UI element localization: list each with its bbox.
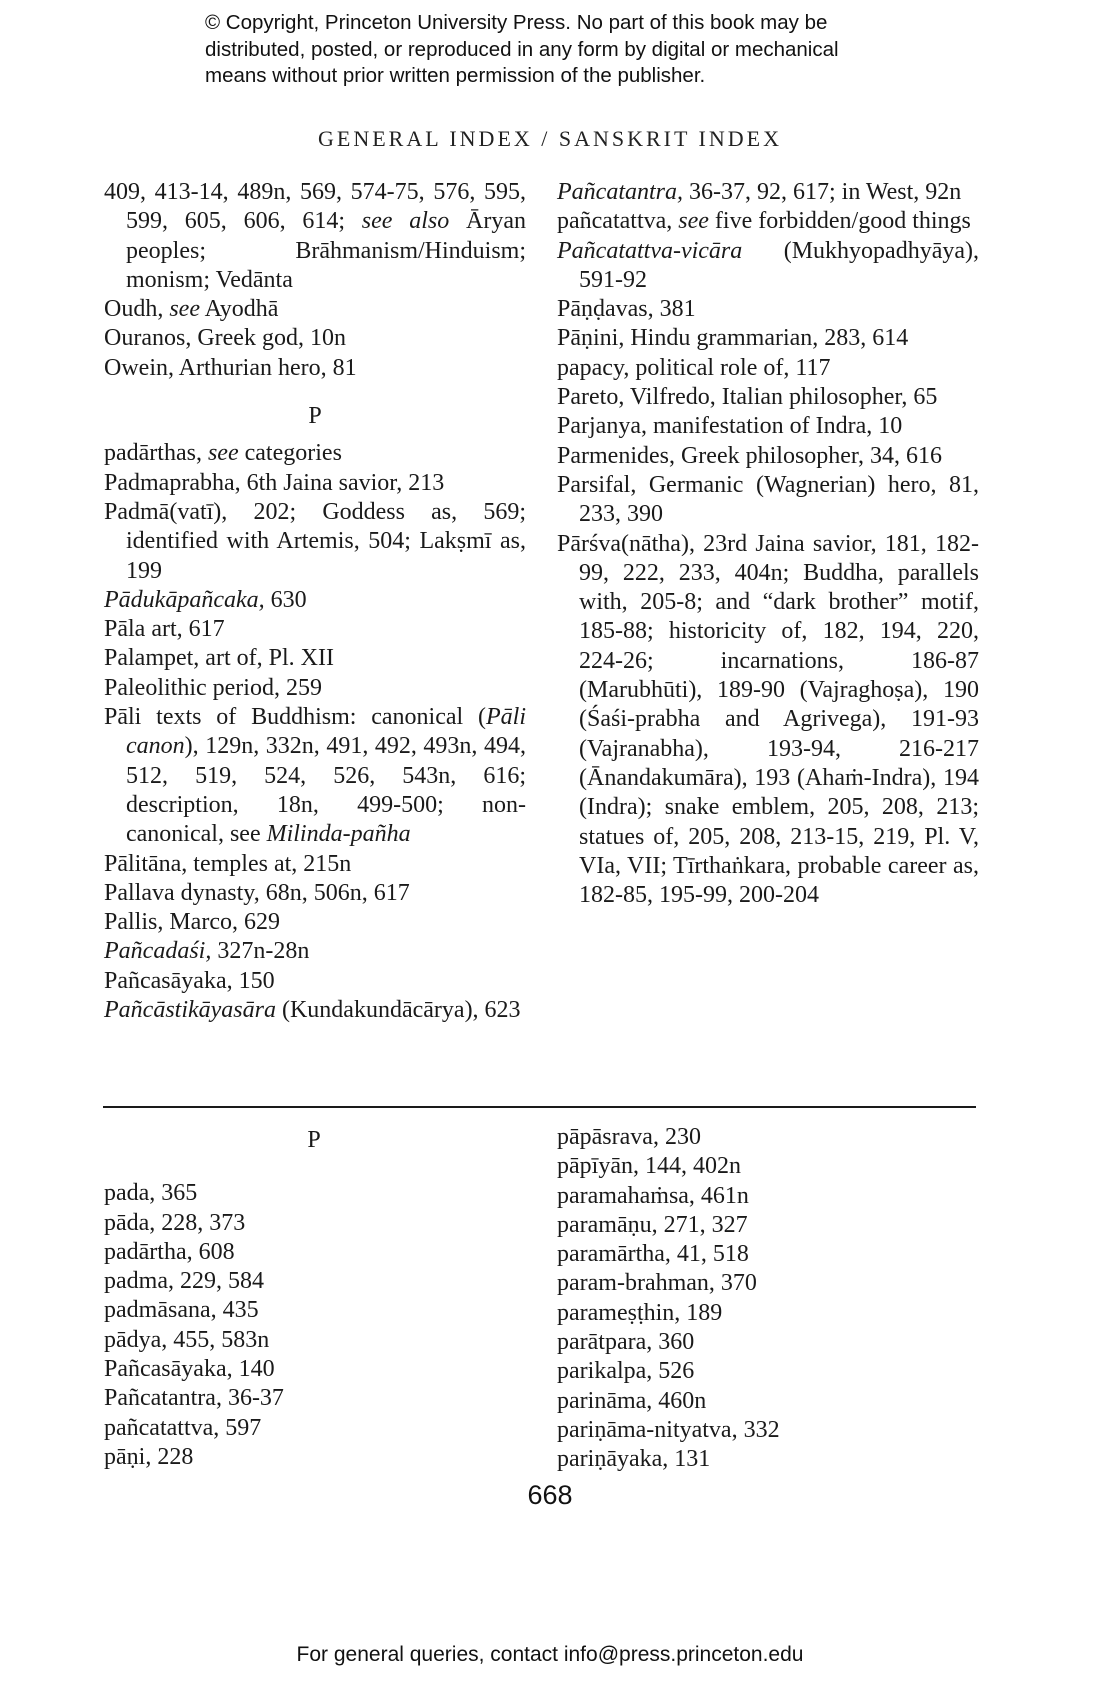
index-entry: pañcatattva, 597 <box>104 1414 262 1441</box>
index-entry: pada, 365 <box>104 1180 198 1207</box>
italic-text: Pañcatantra, <box>557 179 683 205</box>
general-index-right-column <box>557 178 979 910</box>
italic-text: Milinda-pañha <box>266 821 411 848</box>
entry-text: pañcatattva, <box>557 208 679 235</box>
entry-text: Palampet, art of, Pl. XII <box>104 645 334 672</box>
index-entry: Pañcasāyaka, 140 <box>104 1356 275 1383</box>
index-entry <box>104 908 526 937</box>
index-entry: paramāṇu, 271, 327 <box>557 1211 748 1238</box>
entry-text: Ouranos, Greek god, 10n <box>104 325 346 352</box>
entry-text: 327n-28n <box>211 938 310 965</box>
index-entry <box>104 354 526 383</box>
entry-text: Pāli texts of Buddhism: canonical ( <box>104 704 486 731</box>
general-index-left-column <box>104 178 526 1025</box>
copyright-line: means without prior written permission of the publisher. <box>205 64 706 87</box>
entry-text: Padmaprabha, 6th Jaina savior, 213 <box>104 469 445 496</box>
italic-text: see also <box>361 208 450 235</box>
running-head: GENERAL INDEX / SANSKRIT INDEX <box>318 126 782 151</box>
index-entry <box>557 530 979 911</box>
section-letter-heading: P <box>308 403 322 430</box>
entry-text: 630 <box>264 586 307 613</box>
entry-text: Parjanya, manifestation of Indra, 10 <box>557 413 903 440</box>
index-entry <box>557 383 979 412</box>
index-entry <box>557 324 979 353</box>
entry-text: Owein, Arthurian hero, 81 <box>104 354 357 381</box>
entry-text: Pālitāna, temples at, 215n <box>104 850 352 877</box>
italic-text: Pāli canon <box>126 704 526 760</box>
index-entry <box>104 615 526 644</box>
entry-text: Padmā(vatī), 202; Goddess as, 569; identified with Artemis, 504; Lakṣmī as, 199 <box>104 498 526 584</box>
index-entry: parameṣṭhin, 189 <box>557 1299 723 1326</box>
entry-text: five forbidden/good things <box>708 208 971 235</box>
entry-text: Parsifal, Germanic (Wagnerian) hero, 81, 233, 390 <box>557 471 979 528</box>
entry-text: categories <box>238 440 342 467</box>
index-entry <box>104 937 526 966</box>
section-letter-heading: P <box>307 1127 321 1153</box>
index-entry <box>104 178 526 295</box>
entry-text: Pāṇini, Hindu grammarian, 283, 614 <box>557 325 909 352</box>
italic-text: Pādukāpañcaka, <box>104 586 265 613</box>
index-entry: pāda, 228, 373 <box>104 1209 246 1236</box>
index-entry <box>557 412 979 441</box>
index-entry: parikalpa, 526 <box>557 1358 695 1385</box>
entry-text: Oudh, <box>104 296 170 323</box>
index-entry: padma, 229, 584 <box>104 1268 264 1295</box>
index-entry: pāpīyān, 144, 402n <box>557 1153 741 1180</box>
index-entry <box>104 850 526 879</box>
index-entry: pariṇāyaka, 131 <box>557 1446 711 1473</box>
entry-text: padārthas, <box>104 440 208 467</box>
entry-text: Pallava dynasty, 68n, 506n, 617 <box>104 879 410 906</box>
entry-text: papacy, political role of, 117 <box>557 354 831 381</box>
entry-text: Pañcasāyaka, 150 <box>104 967 275 994</box>
index-entry <box>104 324 526 353</box>
entry-text: Pallis, Marco, 629 <box>104 909 280 936</box>
index-entry <box>104 439 526 468</box>
entry-text: Pārśva(nātha), 23rd Jaina savior, 181, 182-99, 222, 233, 404n; Buddha, parallels with, 205-8; and “dark brother” motif, 185-88; historicity of, 182, 194, 220, 224-26; incarnations, 186-87 (Marubhūti), 189-90 (Vajraghoṣa), 190 (Śaśi-prabha and Agrivega), 191-93 (Vajranabha), 193-94, 216-217 (Ānandakumāra), 193 (Ahaṁ-Indra), 194 (Indra); snake emblem, 205, 208, 213; statues of, 205, 208, 213-15, 219, Pl. V, VIa, VII; Tīrthaṅkara, probable career as, 182-85, 195-99, 200-204 <box>557 530 979 909</box>
index-entry: parināma, 460n <box>557 1387 707 1414</box>
index-entry: paramārtha, 41, 518 <box>557 1241 749 1268</box>
copyright-line: distributed, posted, or reproduced in any form by digital or mechanical <box>205 37 839 61</box>
index-entry <box>104 674 526 703</box>
index-entry <box>104 644 526 673</box>
page-number: 668 <box>527 1480 573 1510</box>
italic-text: Pañcatattva-vicāra <box>557 237 743 264</box>
index-entry <box>557 442 979 471</box>
italic-text: Pañcadaśi, <box>104 938 212 965</box>
index-entry <box>104 586 526 615</box>
italic-text: see <box>678 208 709 235</box>
index-entry: parātpara, 360 <box>557 1329 695 1356</box>
footer-contact: For general queries, contact info@press.princeton.edu <box>296 1643 804 1666</box>
index-entry <box>104 703 526 849</box>
entry-text: (Mukhyopadhyāya), 591-92 <box>579 237 979 293</box>
index-entry <box>104 498 526 586</box>
index-entry <box>104 879 526 908</box>
index-entry: paramahaṁsa, 461n <box>557 1182 749 1209</box>
entry-text: Pāla art, 617 <box>104 616 225 643</box>
index-entry <box>104 295 526 324</box>
index-entry: pāṇi, 228 <box>104 1443 194 1470</box>
copyright-line: © Copyright, Princeton University Press. No part of this book may be <box>205 11 828 34</box>
italic-text: see <box>207 440 239 467</box>
copyright-notice <box>205 10 905 90</box>
index-entry: Pañcatantra, 36-37 <box>104 1385 284 1412</box>
index-entry <box>557 295 979 324</box>
index-entry: pariṇāma-nityatva, 332 <box>557 1416 780 1443</box>
sanskrit-index-left-column <box>104 1126 524 1472</box>
index-entry <box>557 237 979 296</box>
index-entry <box>104 967 526 996</box>
index-entry: pādya, 455, 583n <box>104 1326 270 1353</box>
section-divider <box>103 1106 976 1108</box>
index-entry <box>557 354 979 383</box>
italic-text: Pañcāstikāyasāra <box>104 997 276 1024</box>
entry-text: Pāṇḍavas, 381 <box>557 296 696 323</box>
entry-text: ), 129n, 332n, 491, 492, 493n, 494, 512, 519, 524, 526, 543n, 616; description, 18n, 499-500; non-canonical, see <box>126 733 526 848</box>
entry-text: (Kundakundācārya), 623 <box>275 997 521 1024</box>
index-entry <box>557 207 979 236</box>
entry-text: Parmenides, Greek philosopher, 34, 616 <box>557 442 942 469</box>
entry-text: Āryan peoples; Brāhmanism/Hinduism; monism; Vedānta <box>126 208 526 293</box>
italic-text: see <box>169 296 200 323</box>
index-entry: param-brahman, 370 <box>557 1270 757 1297</box>
entry-text: Pareto, Vilfredo, Italian philosopher, 65 <box>557 384 938 411</box>
entry-text: 36-37, 92, 617; in West, 92n <box>683 179 962 205</box>
entry-text: Paleolithic period, 259 <box>104 674 322 701</box>
index-entry <box>557 471 979 530</box>
index-entry <box>104 996 526 1025</box>
index-entry: padmāsana, 435 <box>104 1297 259 1324</box>
index-entry <box>104 469 526 498</box>
index-entry: padārtha, 608 <box>104 1238 235 1265</box>
index-entry: pāpāsrava, 230 <box>557 1124 701 1150</box>
index-entry <box>557 178 979 207</box>
entry-text: 409, 413-14, 489n, 569, 574-75, 576, 595, 599, 605, 606, 614; <box>104 179 526 235</box>
sanskrit-index-right-column <box>557 1123 977 1475</box>
entry-text: Ayodhā <box>200 296 279 323</box>
